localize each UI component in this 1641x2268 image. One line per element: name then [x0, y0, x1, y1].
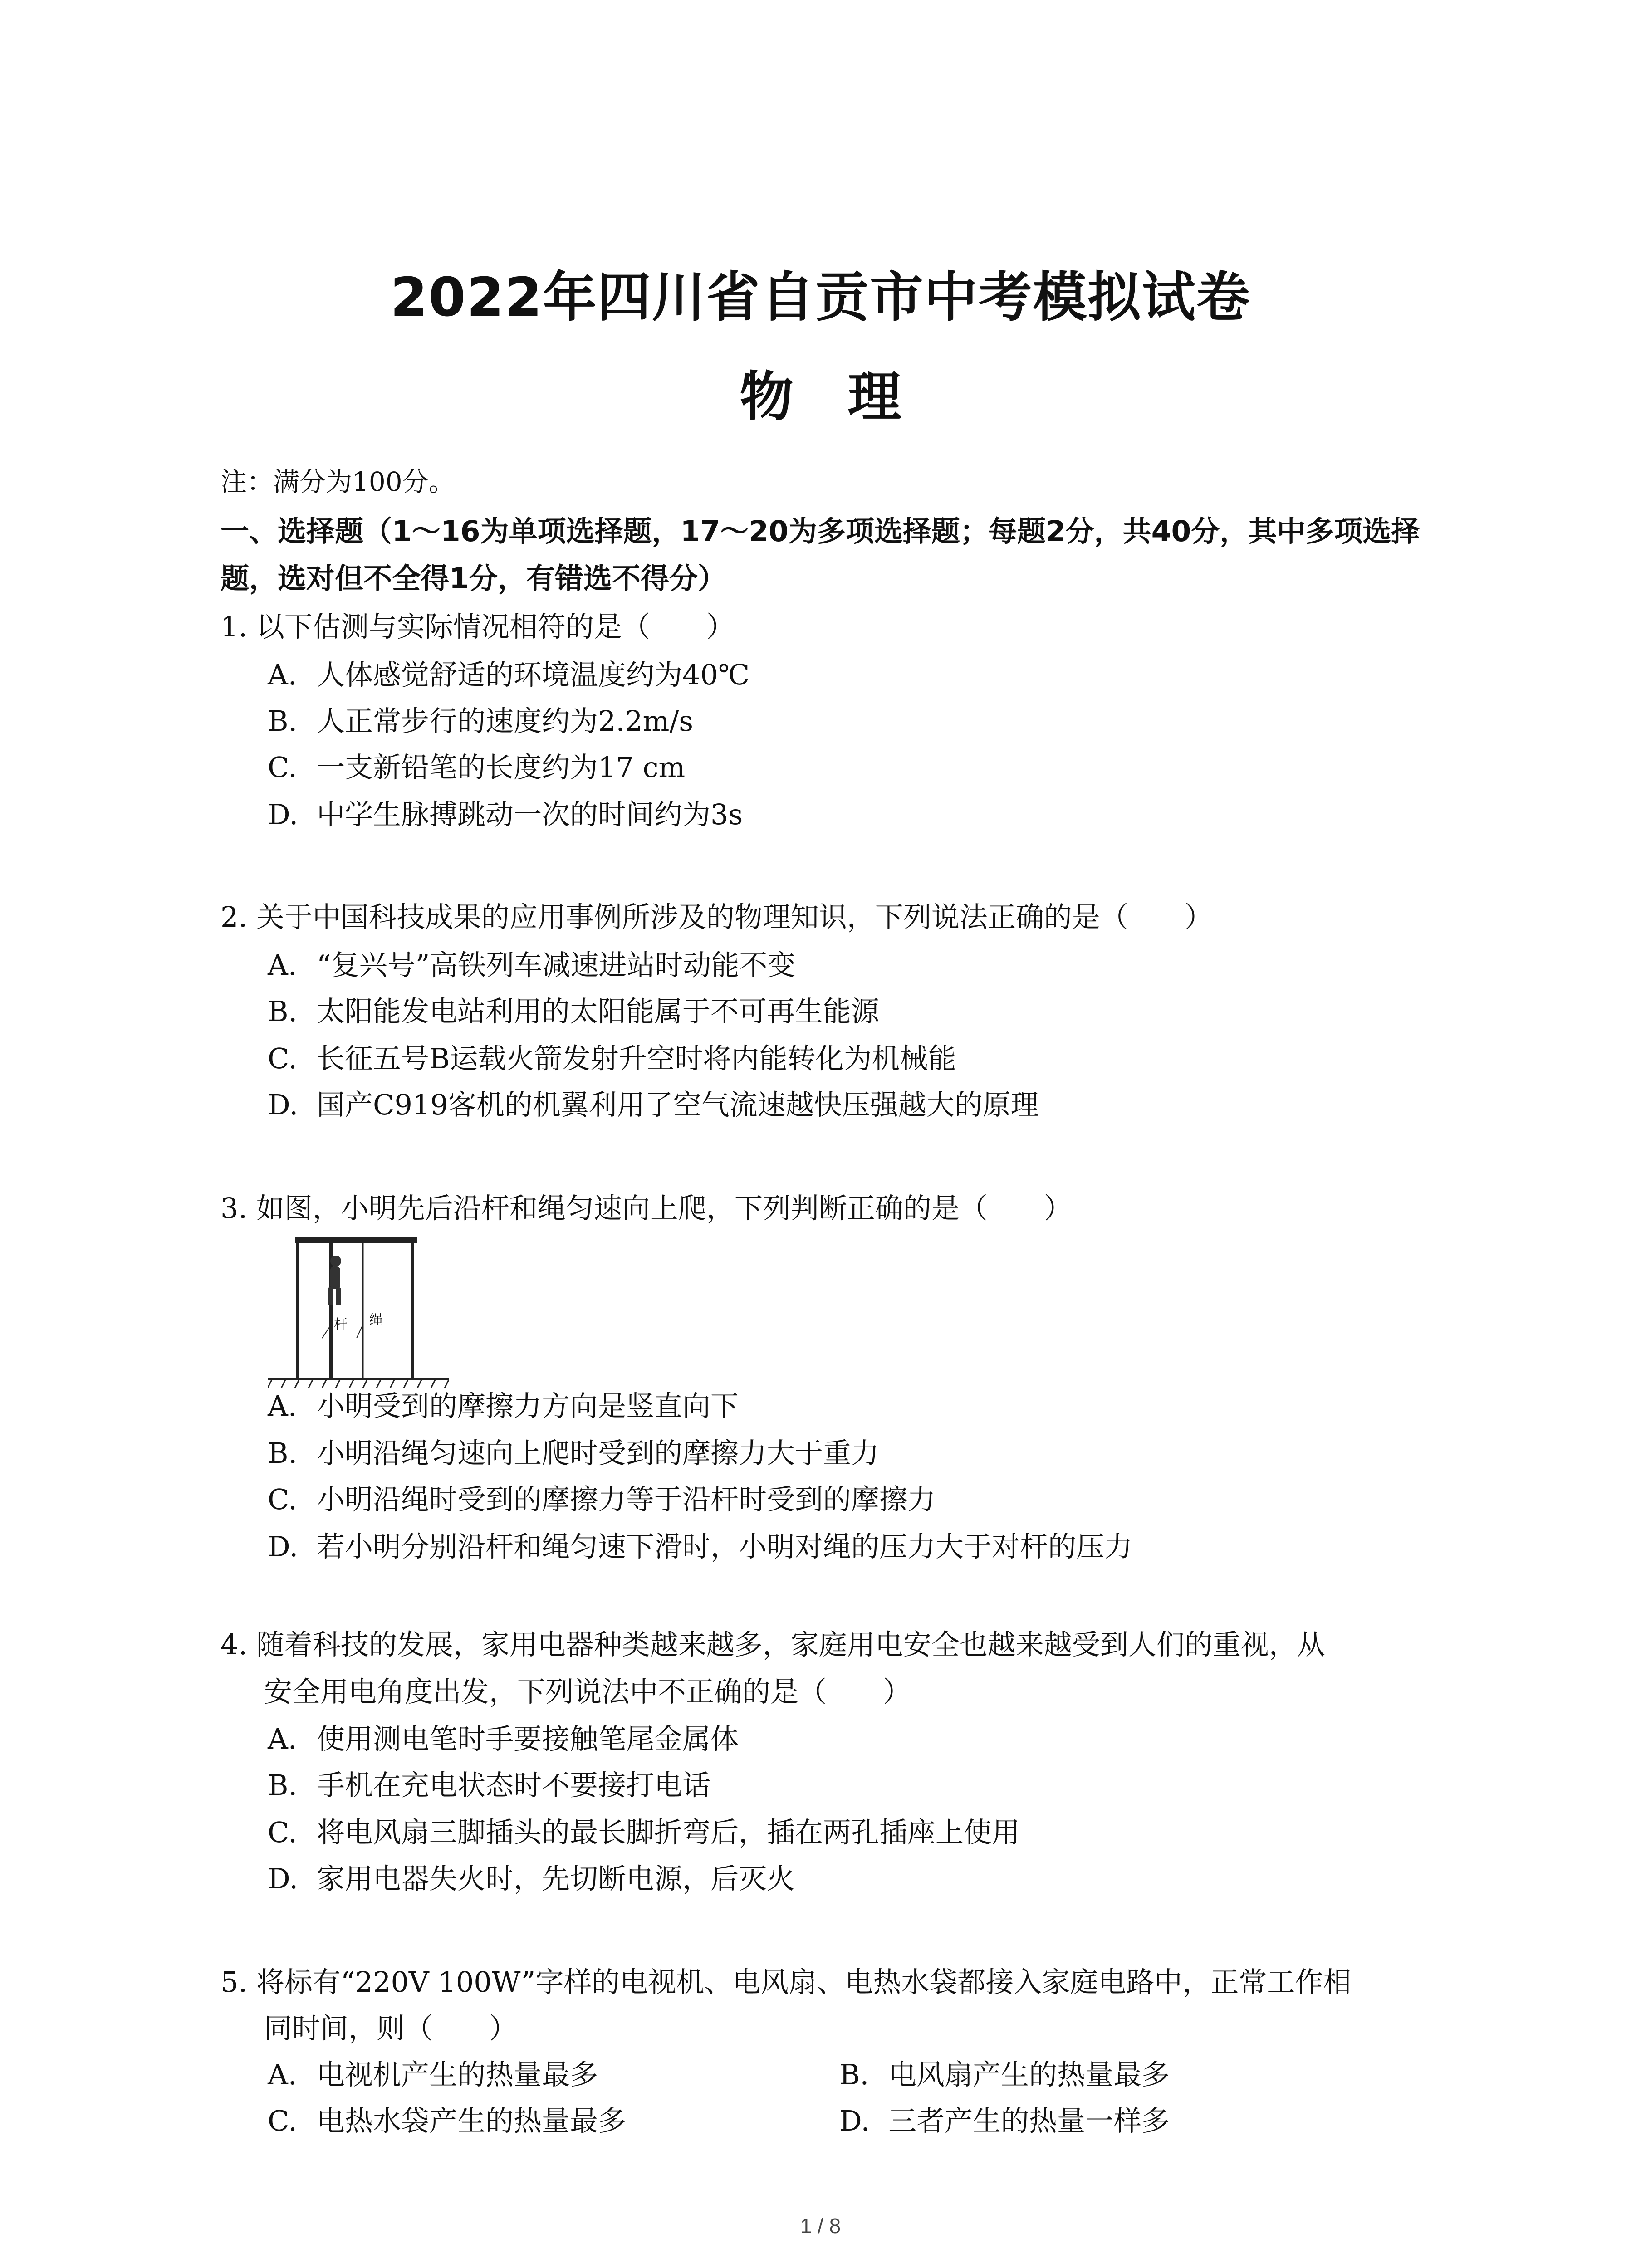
- rope-label: 绳: [369, 1312, 383, 1328]
- pole-label: 杆: [334, 1317, 348, 1333]
- section-heading: 一、选择题（1～16为单项选择题，17～20为多项选择题；每题2分，共40分，其中多项选择题，选对但不全得1分，有错选不得分）: [220, 515, 1420, 595]
- option-d: D. 若小明分别沿杆和绳匀速下滑时，小明对绳的压力大于对杆的压力: [268, 1530, 1133, 1563]
- option-a: A. 小明受到的摩擦力方向是竖直向下: [268, 1389, 739, 1422]
- option-b: B. 太阳能发电站利用的太阳能属于不可再生能源: [268, 995, 880, 1028]
- subject-char-2: 理: [847, 366, 901, 428]
- question-stem: 3. 如图，小明先后沿杆和绳匀速向上爬，下列判断正确的是（ ）: [220, 1192, 1072, 1225]
- figure-svg: [268, 1234, 449, 1397]
- option-a: A. 使用测电笔时手要接触笔尾金属体: [268, 1722, 739, 1755]
- question-1: [220, 603, 1464, 650]
- option-c: C. 一支新铅笔的长度约为17 cm: [268, 751, 686, 784]
- subject-char-1: 物: [740, 366, 794, 428]
- question-stem-line-2: 安全用电角度出发，下列说法中不正确的是（ ）: [264, 1675, 911, 1708]
- question-stem-line-1: 5. 将标有“220V 100W”字样的电视机、电风扇、电热水袋都接入家庭电路中，正常工作相: [220, 1965, 1352, 1999]
- question-2: [220, 894, 1464, 941]
- question-stem: 2. 关于中国科技成果的应用事例所涉及的物理知识，下列说法正确的是（ ）: [220, 900, 1213, 934]
- option-b: B. 手机在充电状态时不要接打电话: [268, 1769, 711, 1802]
- question-5-cont: [264, 2005, 1507, 2052]
- question-stem-line-1: 4. 随着科技的发展，家用电器种类越来越多，家庭用电安全也越来越受到人们的重视，从: [220, 1628, 1325, 1661]
- question-4-cont: [264, 1668, 1507, 1716]
- question-stem: 1. 以下估测与实际情况相符的是（ ）: [220, 610, 735, 643]
- option-d: D. 国产C919客机的机翼利用了空气流速越快压强越大的原理: [268, 1088, 1039, 1121]
- option-a: A. “复兴号”高铁列车减速进站时动能不变: [268, 948, 796, 982]
- option-a: A. 人体感觉舒适的环境温度约为40℃: [268, 658, 750, 691]
- option-b: B. 电风扇产生的热量最多: [839, 2058, 1170, 2091]
- option-b: B. 小明沿绳匀速向上爬时受到的摩擦力大于重力: [268, 1437, 880, 1470]
- option-c: C. 小明沿绳时受到的摩擦力等于沿杆时受到的摩擦力: [268, 1483, 936, 1516]
- option-c: C. 电热水袋产生的热量最多: [268, 2104, 627, 2137]
- option-b: B. 人正常步行的速度约为2.2m/s: [268, 704, 694, 738]
- question-5: [220, 1959, 1464, 2006]
- option-c: C. 将电风扇三脚插头的最长脚折弯后，插在两孔插座上使用: [268, 1816, 1020, 1849]
- score-note: 注：满分为100分。: [220, 466, 455, 497]
- page-title: 2022年四川省自贡市中考模拟试卷: [390, 266, 1251, 328]
- question-stem-line-2: 同时间，则（ ）: [264, 2012, 518, 2045]
- option-d: D. 中学生脉搏跳动一次的时间约为3s: [268, 798, 743, 831]
- option-c: C. 长征五号B运载火箭发射升空时将内能转化为机械能: [268, 1042, 956, 1075]
- page-number: 1 / 8: [800, 2214, 841, 2238]
- option-a: A. 电视机产生的热量最多: [268, 2058, 598, 2091]
- option-d: D. 三者产生的热量一样多: [839, 2104, 1170, 2137]
- option-d: D. 家用电器失火时，先切断电源，后灭火: [268, 1862, 795, 1895]
- question-3: [220, 1185, 1464, 1232]
- question-4: [220, 1621, 1464, 1668]
- subject-title: [0, 354, 1641, 431]
